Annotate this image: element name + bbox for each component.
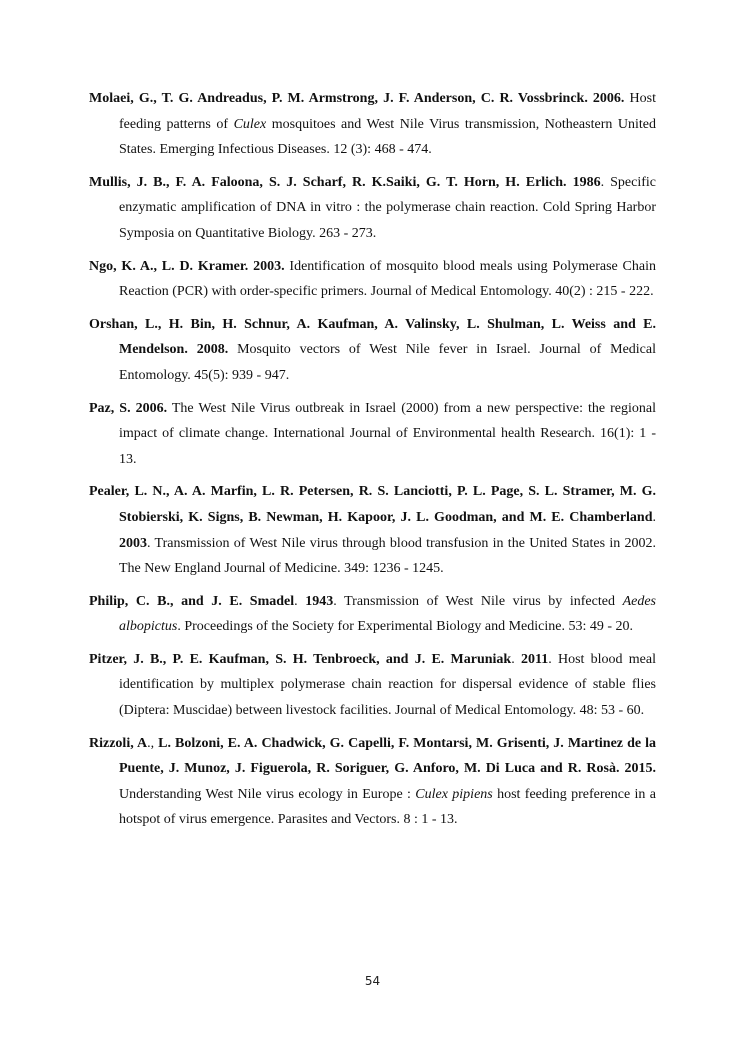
reference-text: . Proceedings of the Society for Experimental Biology and Medicine. 53: 49 - 20.	[177, 619, 634, 635]
reference-species-name: Culex	[233, 116, 267, 132]
reference-year: L. Bolzoni, E. A. Chadwick, G. Capelli, F. Montarsi, M. Grisenti, J. Martinez de la Puente, J. Munoz, J. Figuerola, R. Soriguer, G. Anforo, M. Di Luca and R. Rosà. 2015.	[119, 735, 656, 777]
reference-text: . Transmission of West Nile virus through blood transfusion in the United States in 2002. The New England Journal of Medicine. 349: 1236 - 1245.	[119, 535, 656, 577]
reference-text: mosquitoes and West Nile Virus transmission, Notheastern United States. Emerging Infectious Diseases. 12 (3): 468 - 474.	[119, 116, 656, 158]
reference-text: . Transmission of West Nile virus by infected	[333, 593, 623, 609]
reference-text: Identification of mosquito blood meals using Polymerase Chain Reaction (PCR) with order-specific primers. Journal of Medical Entomology. 40(2) : 215 - 222.	[119, 258, 656, 300]
reference-separator: .,	[147, 735, 159, 751]
reference-species-name: Culex pipiens	[415, 786, 493, 802]
reference-authors: Pealer, L. N., A. A. Marfin, L. R. Petersen, R. S. Lanciotti, P. L. Page, S. L. Stramer, M. G. Stobierski, K. Signs, B. Newman, H. Kapoor, J. L. Goodman, and M. E. Chamberland	[89, 484, 656, 525]
reference-authors: Mullis, J. B., F. A. Faloona, S. J. Scharf, R. K.Saiki, G. T. Horn, H. Erlich. 1986	[89, 174, 601, 190]
reference-authors: Ngo, K. A., L. D. Kramer. 2003.	[89, 258, 285, 274]
reference-authors: Molaei, G., T. G. Andreadus, P. M. Armstrong, J. F. Anderson, C. R. Vossbrinck. 2006.	[89, 91, 625, 106]
reference-separator: .	[294, 593, 306, 609]
reference-entry	[89, 479, 656, 581]
reference-year: 2011	[520, 651, 549, 667]
reference-authors: Rizzoli, A	[89, 735, 148, 751]
reference-authors: Pitzer, J. B., P. E. Kaufman, S. H. Tenbroeck, and J. E. Maruniak	[89, 651, 512, 667]
reference-authors: Paz, S. 2006.	[89, 400, 168, 416]
reference-entry	[89, 312, 656, 389]
reference-entry	[89, 731, 656, 833]
reference-species-name: Aedes albopictus	[119, 593, 656, 635]
reference-entry	[89, 170, 656, 247]
reference-list	[89, 86, 656, 840]
reference-authors: Philip, C. B., and J. E. Smadel	[89, 593, 295, 609]
reference-text: Understanding West Nile virus ecology in Europe :	[119, 786, 416, 802]
reference-entry	[89, 589, 656, 640]
page-number: 54	[364, 974, 381, 988]
reference-separator: .	[511, 651, 521, 667]
reference-text: Mosquito vectors of West Nile fever in Israel. Journal of Medical Entomology. 45(5): 939 - 947.	[119, 342, 656, 383]
reference-entry	[89, 254, 656, 305]
reference-entry	[89, 647, 656, 724]
reference-text: The West Nile Virus outbreak in Israel (2000) from a new perspective: the regional impact of climate change. International Journal of Environmental health Research. 16(1): 1 - 13.	[119, 400, 656, 467]
reference-text: . Specific enzymatic amplification of DNA in vitro : the polymerase chain reaction. Cold Spring Harbor Symposia on Quantitative Biology. 263 - 273.	[119, 174, 656, 241]
reference-separator: .	[652, 509, 656, 525]
reference-year: 1943	[305, 593, 334, 609]
reference-authors: Orshan, L., H. Bin, H. Schnur, A. Kaufman, A. Valinsky, L. Shulman, L. Weiss and E. Mendelson. 2008.	[89, 316, 656, 358]
reference-text: Host feeding patterns of	[119, 91, 656, 132]
reference-entry	[89, 86, 656, 163]
reference-text: host feeding preference in a hotspot of virus emergence. Parasites and Vectors. 8 : 1 - 13.	[119, 786, 656, 828]
reference-entry	[89, 396, 656, 473]
reference-text: . Host blood meal identification by multiplex polymerase chain reaction for dispersal evidence of stable flies (Diptera: Muscidae) between livestock facilities. Journal of Medical Entomology. 48: 53 - 60.	[119, 651, 656, 719]
reference-year: 2003	[119, 535, 147, 551]
